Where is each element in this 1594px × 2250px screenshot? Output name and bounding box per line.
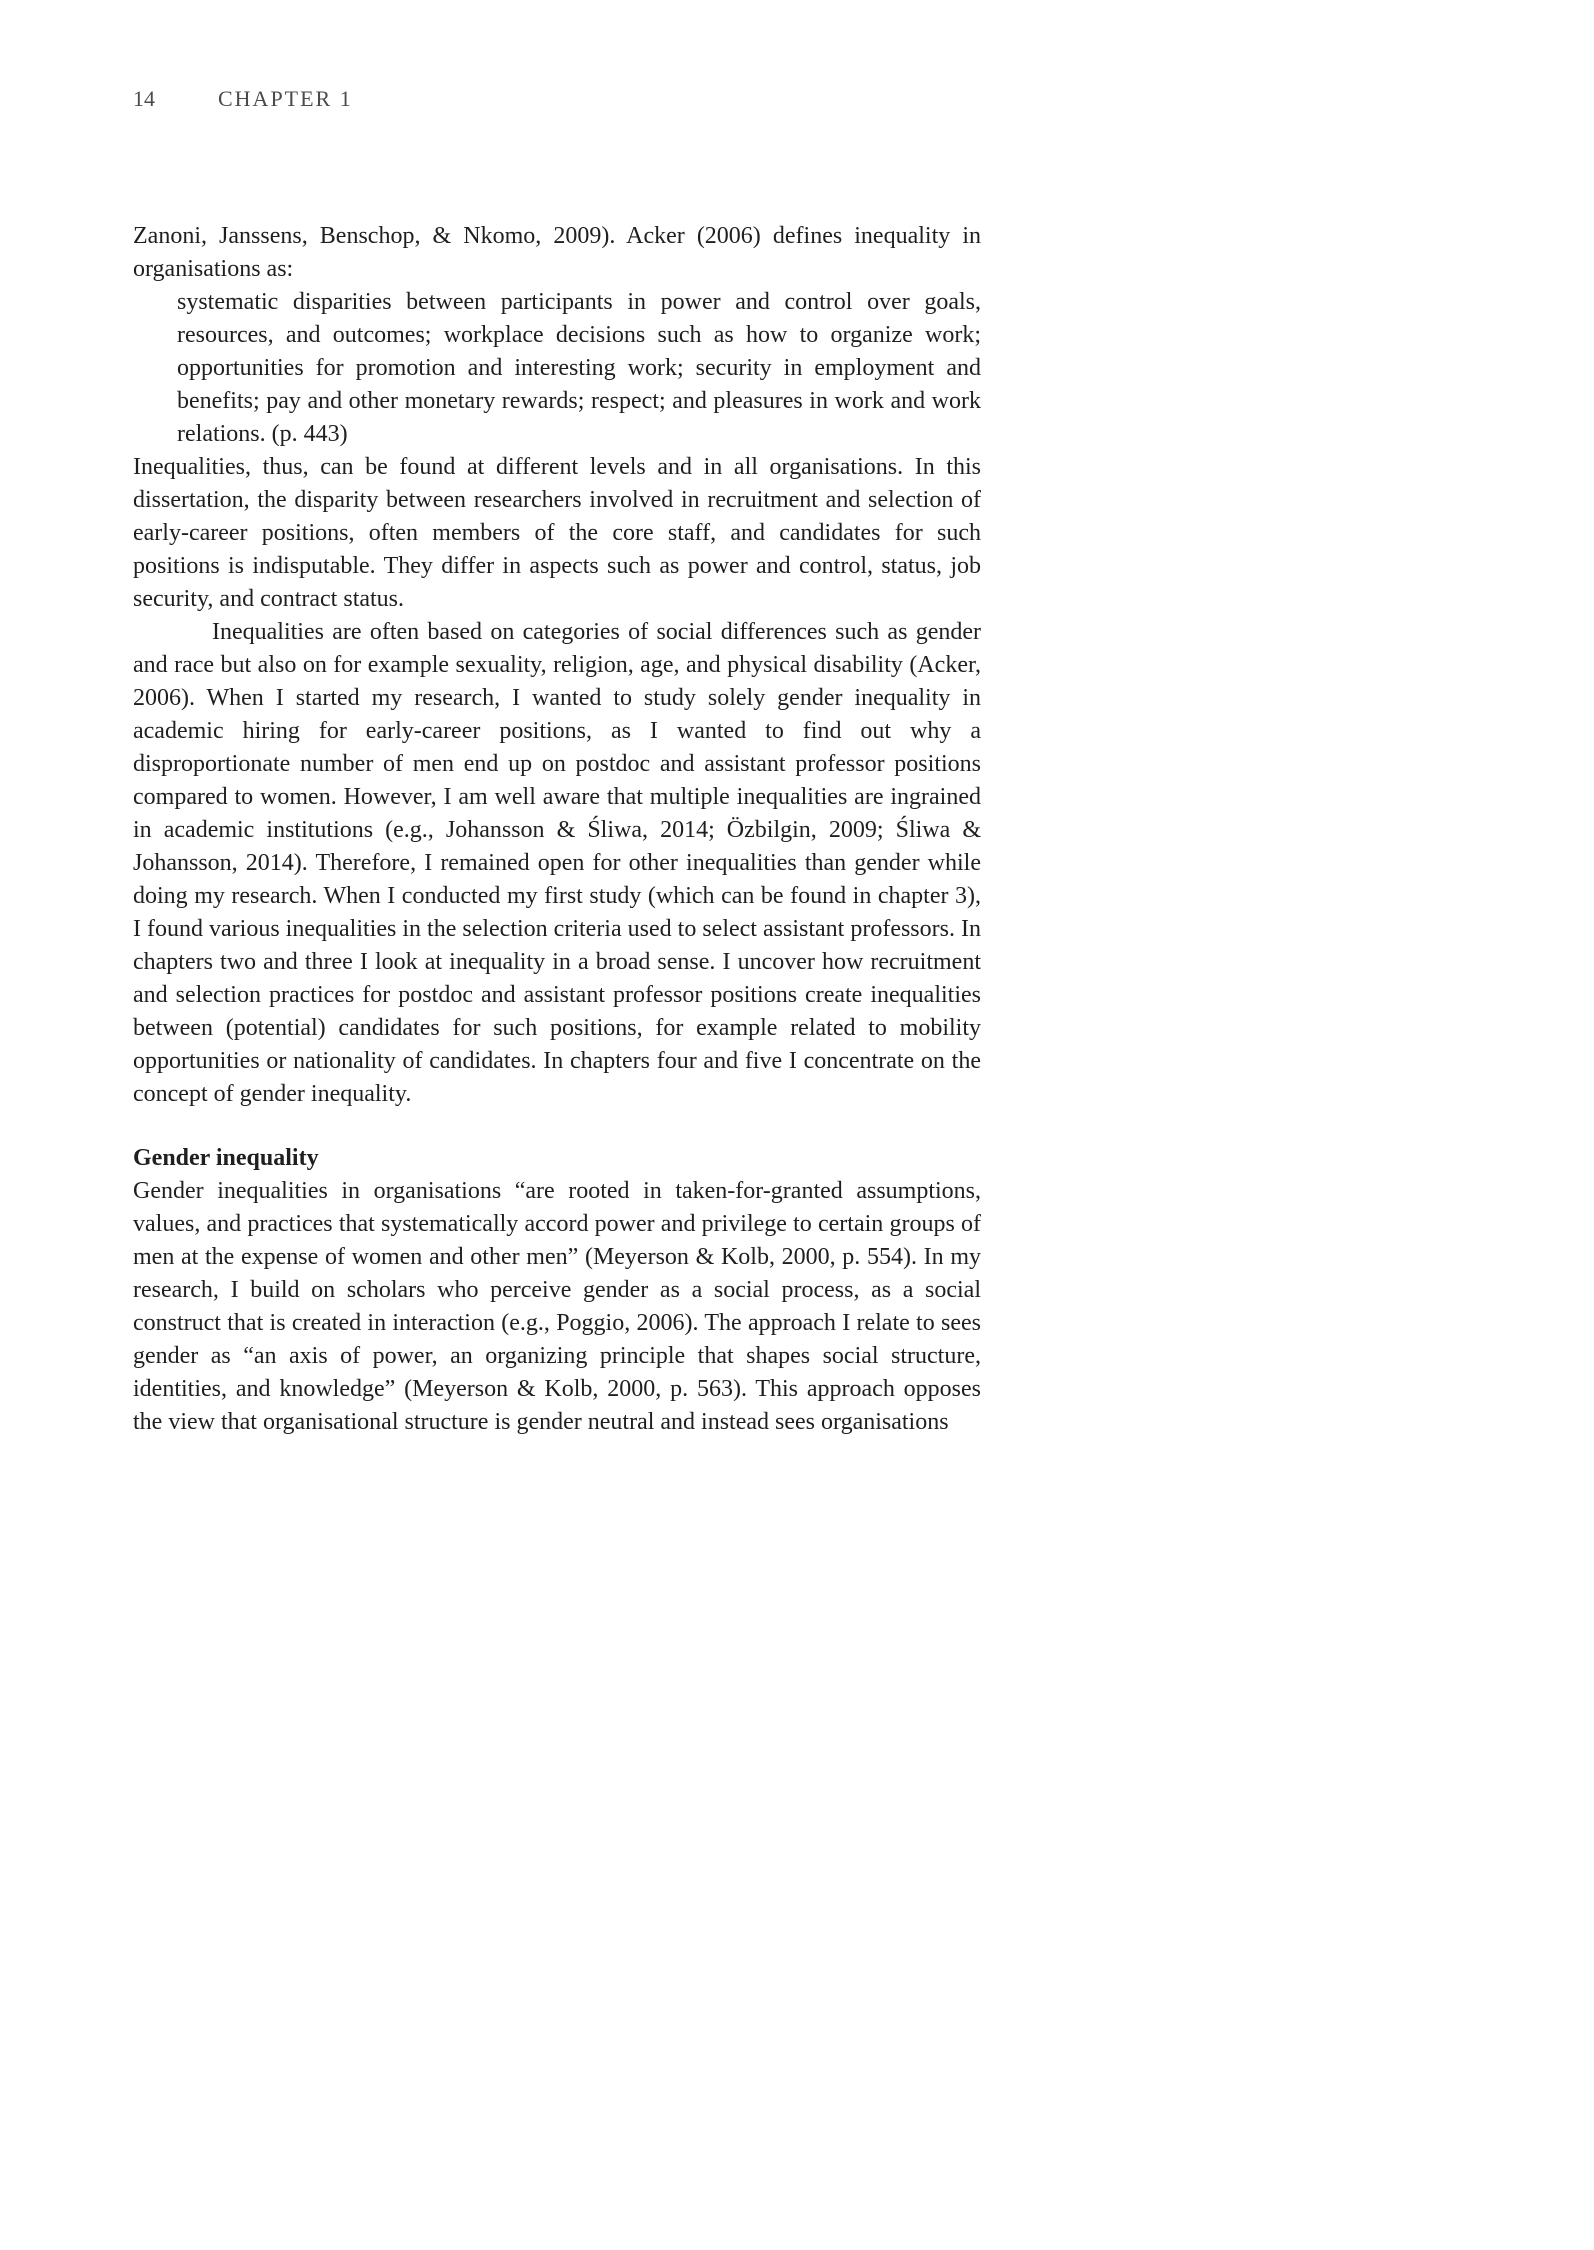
paragraph-intro: Zanoni, Janssens, Benschop, & Nkomo, 2009). Acker (2006) defines inequality in organisations as: <box>133 223 981 282</box>
section-heading: Gender inequality <box>133 1145 319 1171</box>
running-head <box>133 86 353 112</box>
chapter-label: CHAPTER 1 <box>218 86 353 111</box>
paragraph-gender-inequality: Gender inequalities in organisations “are rooted in taken-for-granted assumptions, values, and practices that systematically accord power and privilege to certain groups of men at the expense of women and other men” (Meyerson & Kolb, 2000, p. 554). In my research, I build on scholars who perceive gender as a social process, as a social construct that is created in interaction (e.g., Poggio, 2006). The approach I relate to sees gender as “an axis of power, an organizing principle that shapes social structure, identities, and knowledge” (Meyerson & Kolb, 2000, p. 563). This approach opposes the view that organisational structure is gender neutral and instead sees organisations <box>133 1178 981 1435</box>
block-quote: systematic disparities between participants in power and control over goals, resources, and outcomes; workplace decisions such as how to organize work; opportunities for promotion and interesting work; security in employment and benefits; pay and other monetary rewards; respect; and pleasures in work and work relations. (p. 443) <box>177 289 981 447</box>
paragraph-levels: Inequalities, thus, can be found at different levels and in all organisations. In this dissertation, the disparity between researchers involved in recruitment and selection of early-career positions, often members of the core staff, and candidates for such positions is indisputable. They differ in aspects such as power and control, status, job security, and contract status. <box>133 454 981 612</box>
page-body <box>133 220 981 1439</box>
page-number: 14 <box>133 86 155 111</box>
paragraph-categories: Inequalities are often based on categories of social differences such as gender and race but also on for example sexuality, religion, age, and physical disability (Acker, 2006). When I started my research, I wanted to study solely gender inequality in academic hiring for early-career positions, as I wanted to find out why a disproportionate number of men end up on postdoc and assistant professor positions compared to women. However, I am well aware that multiple inequalities are ingrained in academic institutions (e.g., Johansson & Śliwa, 2014; Özbilgin, 2009; Śliwa & Johansson, 2014). Therefore, I remained open for other inequalities than gender while doing my research. When I conducted my first study (which can be found in chapter 3), I found various inequalities in the selection criteria used to select assistant professors. In chapters two and three I look at inequality in a broad sense. I uncover how recruitment and selection practices for postdoc and assistant professor positions create inequalities between (potential) candidates for such positions, for example related to mobility opportunities or nationality of candidates. In chapters four and five I concentrate on the concept of gender inequality. <box>133 619 981 1107</box>
